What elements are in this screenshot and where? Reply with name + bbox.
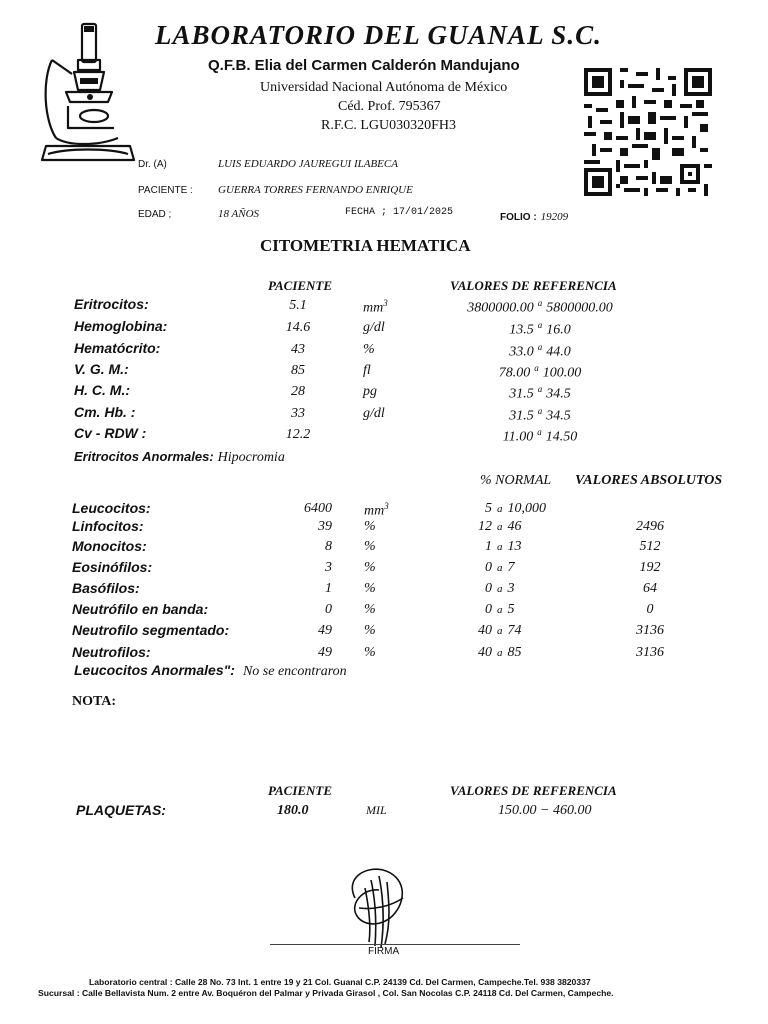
col-header-patient: PACIENTE [268, 278, 333, 293]
signature-mark [335, 858, 415, 953]
ref-low: 0 [485, 602, 492, 617]
red-row-unit-text: g/dl [363, 406, 385, 421]
white-row-reference [478, 519, 522, 535]
white-row-absolute: 64 [643, 581, 657, 596]
white-abnormal-value: No se encontraron [242, 664, 347, 679]
white-row-unit [364, 645, 376, 661]
white-row-unit-text: % [364, 602, 376, 617]
red-row-label: Hemoglobina: [74, 318, 168, 334]
white-row-reference [478, 539, 522, 555]
white-row-value: 49 [318, 623, 332, 638]
ref-separator: a [537, 298, 543, 308]
ref-low: 3800000.00 [467, 300, 534, 316]
ref-separator: a [497, 541, 503, 553]
rfc: R.F.C. LGU030320FH3 [321, 118, 457, 133]
red-row-unit [363, 384, 377, 400]
col-header-reference: VALORES DE REFERENCIA [450, 278, 617, 293]
ref-high: 46 [507, 519, 522, 534]
red-row-reference [420, 406, 660, 425]
footer-branch: Sucursal : Calle Bellavista Num. 2 entre Av. Boquéron del Palmar y Privada Girasol , Col. San Nocolas C.P. 24118 Cd. Del Carmen, Campeche. [38, 988, 614, 998]
white-row-value: 49 [318, 645, 332, 660]
white-row-reference [478, 560, 515, 576]
col-header-absolute: VALORES ABSOLUTOS [575, 473, 723, 488]
platelets-reference: 150.00 − 460.00 [498, 803, 592, 818]
white-row-reference [478, 645, 522, 661]
folio-label: FOLIO : [500, 212, 537, 223]
red-row-unit-text: % [363, 342, 375, 357]
date-value: FECHA ; 17/01/2025 [345, 207, 454, 218]
white-row-absolute: 192 [639, 560, 661, 575]
ref-high: 10,000 [507, 501, 546, 516]
white-row-unit-sup: 3 [384, 501, 389, 511]
signature-label: FIRMA [368, 946, 400, 957]
col-header-normal: % NORMAL [480, 473, 552, 488]
red-row-reference [420, 363, 660, 382]
red-row-unit [363, 298, 388, 317]
ref-low: 0 [485, 581, 492, 596]
ref-high: 16.0 [546, 322, 571, 338]
ref-separator: a [497, 583, 503, 595]
red-row-label: Cv - RDW : [74, 425, 147, 441]
footer-central: Laboratorio central : Calle 28 No. 73 Int. 1 entre 19 y 21 Col. Guanal C.P. 24139 Cd. Del Carmen, Campeche.Tel. 938 3820337 [89, 977, 591, 987]
platelets-value: 180.0 [277, 803, 309, 818]
ref-high: 85 [507, 645, 522, 660]
ref-separator: a [497, 521, 503, 533]
white-row-unit-text: % [364, 645, 376, 660]
platelets-label: PLAQUETAS: [76, 802, 166, 818]
red-row-unit-text: fl [363, 363, 371, 378]
ref-low: 0 [485, 560, 492, 575]
red-row-unit [363, 406, 385, 422]
white-row-absolute: 3136 [636, 623, 664, 638]
chemist-name: Q.F.B. Elia del Carmen Calderón Mandujano [208, 57, 520, 74]
red-row-label: V. G. M.: [74, 361, 129, 377]
section-title: CITOMETRIA HEMATICA [260, 236, 471, 255]
ref-high: 34.5 [546, 408, 571, 424]
white-row-unit-text: mm [364, 503, 385, 519]
ref-low: 40 [478, 645, 492, 660]
white-row-reference [478, 623, 522, 639]
qr-code [584, 68, 712, 196]
cedula: Céd. Prof. 795367 [338, 99, 441, 114]
platelets-col-reference: VALORES DE REFERENCIA [450, 783, 617, 798]
white-row-absolute: 3136 [636, 645, 664, 660]
white-row-unit [364, 501, 389, 520]
red-row-value: 43 [291, 342, 305, 357]
red-abnormal-value: Hipocromia [217, 450, 285, 465]
red-row-unit [363, 342, 375, 358]
white-row-label: Leucocitos: [72, 500, 151, 516]
folio [500, 207, 568, 225]
ref-separator: a [497, 647, 503, 659]
white-row-reference [478, 581, 515, 597]
ref-low: 31.5 [509, 386, 534, 402]
white-row-value: 6400 [304, 501, 332, 516]
ref-separator: a [537, 342, 543, 352]
white-row-unit [364, 560, 376, 576]
ref-low: 1 [485, 539, 492, 554]
ref-high: 74 [507, 623, 522, 638]
age-value: 18 AÑOS [218, 208, 260, 220]
ref-high: 34.5 [546, 386, 571, 402]
age-label: EDAD ; [138, 209, 172, 220]
red-row-label: Hematócrito: [74, 340, 161, 356]
folio-value: 19209 [540, 211, 569, 223]
white-row-reference [478, 602, 515, 618]
ref-low: 33.0 [509, 344, 534, 360]
ref-separator: a [537, 406, 543, 416]
red-row-unit-text: mm [363, 300, 384, 316]
white-row-label: Neutrófilo en banda: [72, 601, 209, 617]
red-row-label: H. C. M.: [74, 382, 130, 398]
nota-label: NOTA: [72, 694, 117, 709]
red-row-value: 33 [291, 406, 305, 421]
ref-high: 14.50 [545, 429, 578, 445]
white-row-unit [364, 623, 376, 639]
white-row-unit-text: % [364, 519, 376, 534]
white-row-unit-text: % [364, 581, 376, 596]
ref-high: 44.0 [546, 344, 571, 360]
red-row-reference [420, 427, 660, 446]
ref-separator: a [497, 503, 503, 515]
white-row-unit-text: % [364, 623, 376, 638]
white-row-label: Eosinófilos: [72, 559, 153, 575]
red-row-value: 85 [291, 363, 305, 378]
patient-label: PACIENTE : [138, 185, 193, 196]
platelets-col-patient: PACIENTE [268, 783, 333, 798]
red-row-unit-text: pg [363, 384, 377, 399]
white-abnormal-label: Leucocitos Anormales": [74, 662, 235, 678]
ref-low: 31.5 [509, 408, 534, 424]
red-abnormal [74, 448, 285, 466]
white-row-value: 1 [325, 581, 332, 596]
white-row-label: Monocitos: [72, 538, 147, 554]
ref-separator: a [537, 320, 543, 330]
white-row-value: 3 [325, 560, 332, 575]
ref-high: 100.00 [542, 365, 582, 381]
white-row-unit [364, 602, 376, 618]
university: Universidad Nacional Autónoma de México [260, 80, 508, 95]
red-row-value: 5.1 [289, 298, 307, 313]
lab-name: LABORATORIO DEL GUANAL S.C. [155, 20, 602, 50]
ref-separator: a [534, 363, 539, 373]
white-row-label: Basófilos: [72, 580, 140, 596]
white-row-unit-text: % [364, 539, 376, 554]
white-row-unit [364, 581, 376, 597]
red-row-reference [420, 298, 660, 317]
white-row-absolute: 512 [639, 539, 661, 554]
patient-name: GUERRA TORRES FERNANDO ENRIQUE [218, 184, 413, 196]
platelets-unit: MIL [366, 803, 387, 817]
ref-separator: a [497, 625, 503, 637]
microscope-logo [38, 20, 138, 170]
ref-high: 13 [507, 539, 522, 554]
red-row-unit-text: g/dl [363, 320, 385, 335]
white-row-value: 0 [325, 602, 332, 617]
red-row-reference [420, 342, 660, 361]
white-row-label: Neutrofilos: [72, 644, 151, 660]
white-row-absolute: 2496 [636, 519, 664, 534]
red-row-reference [420, 320, 660, 339]
ref-high: 3 [507, 581, 515, 596]
ref-low: 78.00 [498, 365, 531, 381]
ref-low: 13.5 [509, 322, 534, 338]
red-row-label: Eritrocitos: [74, 296, 149, 312]
ref-low: 12 [478, 519, 492, 534]
ref-high: 5 [507, 602, 515, 617]
red-row-unit [363, 363, 371, 379]
red-row-unit-sup: 3 [383, 298, 388, 308]
red-row-value: 28 [291, 384, 305, 399]
white-row-value: 39 [318, 519, 332, 534]
ref-low: 5 [485, 501, 492, 516]
ref-high: 7 [507, 560, 515, 575]
white-abnormal [74, 662, 347, 680]
ref-low: 40 [478, 623, 492, 638]
ref-separator: a [537, 427, 542, 437]
signature-line [270, 944, 520, 945]
ref-low: 11.00 [502, 429, 534, 445]
ref-high: 5800000.00 [546, 300, 613, 316]
ref-separator: a [497, 604, 503, 616]
doctor-name: LUIS EDUARDO JAUREGUI ILABECA [218, 158, 398, 170]
red-row-value: 12.2 [285, 427, 311, 442]
red-row-unit [363, 320, 385, 336]
ref-separator: a [537, 384, 543, 394]
white-row-label: Neutrofilo segmentado: [72, 622, 230, 638]
red-abnormal-label: Eritrocitos Anormales: [74, 449, 214, 464]
white-row-absolute: 0 [646, 602, 654, 617]
white-row-reference [478, 501, 546, 517]
white-row-unit-text: % [364, 560, 376, 575]
white-row-unit [364, 539, 376, 555]
white-row-unit [364, 519, 376, 535]
doctor-label: Dr. (A) [138, 159, 167, 170]
red-row-reference [420, 384, 660, 403]
white-row-label: Linfocitos: [72, 518, 144, 534]
ref-separator: a [497, 562, 503, 574]
red-row-label: Cm. Hb. : [74, 404, 136, 420]
red-row-value: 14.6 [285, 320, 311, 335]
white-row-value: 8 [325, 539, 332, 554]
